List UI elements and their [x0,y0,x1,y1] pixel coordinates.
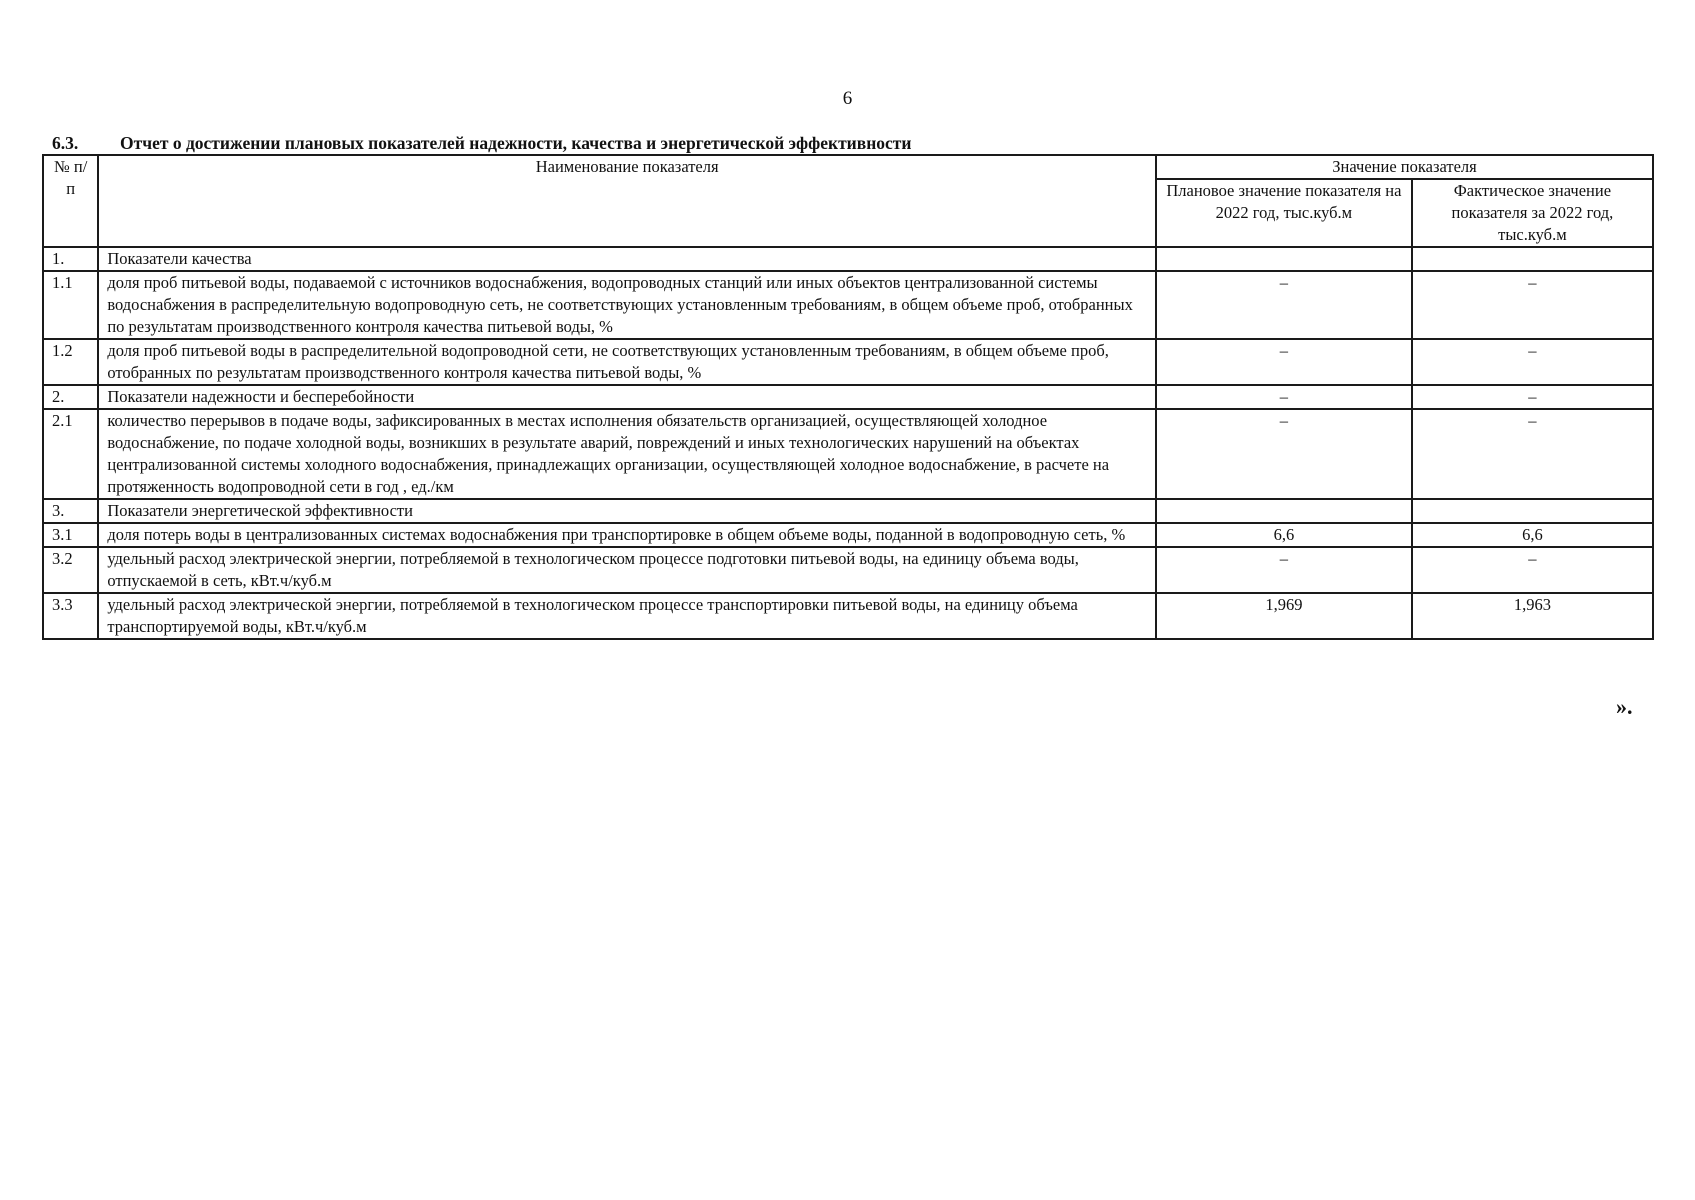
table-row [43,271,1653,339]
page-number: 6 [842,88,853,109]
row-plan-value [1156,247,1412,271]
table-row [43,339,1653,385]
indicators-table [42,154,1654,640]
row-indicator-name: удельный расход электрической энергии, потребляемой в технологическом процессе транспортировки питьевой воды, на единицу объема транспортируемой воды, кВт.ч/куб.м [98,593,1156,639]
row-number: 1. [43,247,98,271]
row-plan-value: – [1156,339,1412,385]
row-plan-value: – [1156,547,1412,593]
row-number: 3.1 [43,523,98,547]
row-fact-value: – [1412,409,1653,499]
row-fact-value: 6,6 [1412,523,1653,547]
row-indicator-name: Показатели надежности и бесперебойности [98,385,1156,409]
row-plan-value: – [1156,409,1412,499]
table-row [43,247,1653,271]
row-indicator-name: доля проб питьевой воды, подаваемой с источников водоснабжения, водопроводных станций или иных объектов централизованной системы водоснабжения в распределительную водопроводную сеть, не соответствующих установленным требованиям, в общем объеме проб, отобранных по результатам производственного контроля качества питьевой воды, % [98,271,1156,339]
section-number: 6.3. [52,133,79,153]
row-indicator-name: доля проб питьевой воды в распределительной водопроводной сети, не соответствующих установленным требованиям, в общем объеме проб, отобранных по результатам производственного контроля качества питьевой воды, % [98,339,1156,385]
row-indicator-name: количество перерывов в подаче воды, зафиксированных в местах исполнения обязательств организацией, осуществляющей холодное водоснабжение, по подаче холодной воды, возникших в результате аварий, повреждений и иных технологических нарушений на объектах централизованной системы холодного водоснабжения, принадлежащих организации, осуществляющей холодное водоснабжение, в расчете на протяженность водопроводной сети в год , ед./км [98,409,1156,499]
row-plan-value: – [1156,271,1412,339]
row-indicator-name: доля потерь воды в централизованных системах водоснабжения при транспортировке в общем объеме воды, поданной в водопроводную сеть, % [98,523,1156,547]
row-fact-value [1412,247,1653,271]
row-number: 2. [43,385,98,409]
row-fact-value: – [1412,271,1653,339]
row-number: 1.2 [43,339,98,385]
row-number: 2.1 [43,409,98,499]
row-number: 3. [43,499,98,523]
table-header-row [43,155,1653,179]
row-plan-value: – [1156,385,1412,409]
row-plan-value: 1,969 [1156,593,1412,639]
section-title: Отчет о достижении плановых показателей надежности, качества и энергетической эффективности [120,133,912,153]
row-number: 1.1 [43,271,98,339]
table-row [43,523,1653,547]
row-plan-value: 6,6 [1156,523,1412,547]
row-fact-value [1412,499,1653,523]
table-row [43,593,1653,639]
row-number: 3.2 [43,547,98,593]
row-indicator-name: Показатели энергетической эффективности [98,499,1156,523]
header-plan-column: Плановое значение показателя на 2022 год, тыс.куб.м [1156,179,1412,247]
closing-quote-mark: ». [1616,694,1633,719]
row-indicator-name: удельный расход электрической энергии, потребляемой в технологическом процессе подготовки питьевой воды, на единицу объема воды, отпускаемой в сеть, кВт.ч/куб.м [98,547,1156,593]
row-fact-value: 1,963 [1412,593,1653,639]
header-fact-column: Фактическое значение показателя за 2022 год, тыс.куб.м [1412,179,1653,247]
row-indicator-name: Показатели качества [98,247,1156,271]
section-heading [52,133,911,154]
header-number-column: № п/п [43,155,98,247]
table-row [43,547,1653,593]
table-row [43,409,1653,499]
row-plan-value [1156,499,1412,523]
header-name-column: Наименование показателя [98,155,1156,247]
table-row [43,499,1653,523]
table-row [43,385,1653,409]
header-value-group: Значение показателя [1156,155,1653,179]
row-fact-value: – [1412,339,1653,385]
row-fact-value: – [1412,547,1653,593]
row-number: 3.3 [43,593,98,639]
row-fact-value: – [1412,385,1653,409]
